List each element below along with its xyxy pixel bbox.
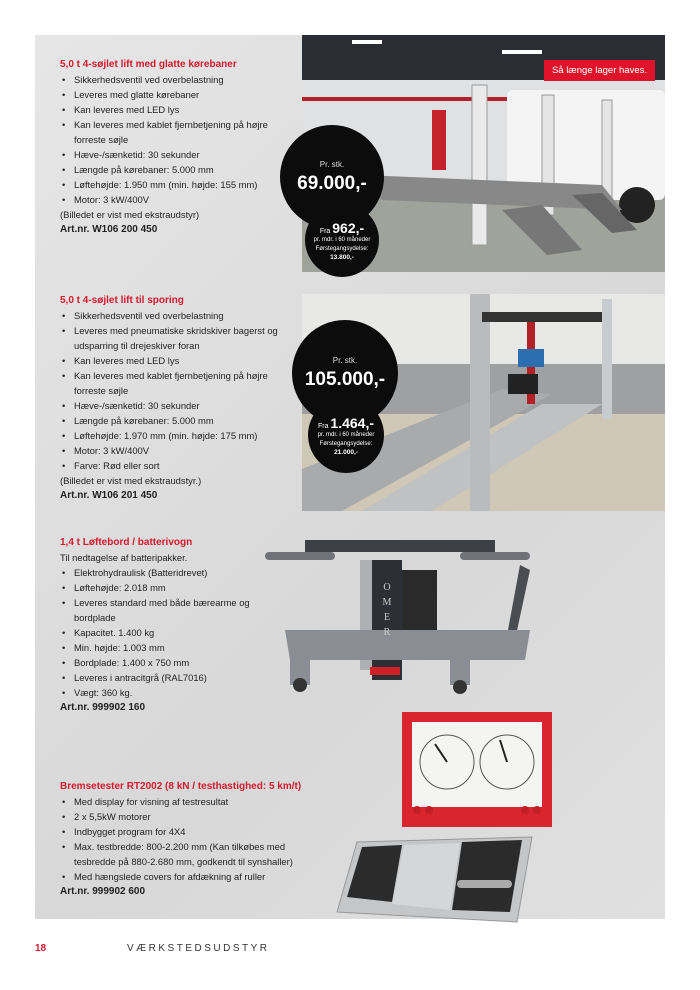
product-title: 1,4 t Løftebord / batterivogn <box>60 537 193 548</box>
product-4 <box>60 779 325 899</box>
bullet: • Sikkerhedsventil ved overbelastning <box>60 308 290 323</box>
product-2 <box>60 293 290 503</box>
bullet: • Kan leveres med kablet fjernbetjening på højre forreste søjle <box>60 117 295 147</box>
product-title: 5,0 t 4-søjlet lift til sporing <box>60 295 184 306</box>
bullet: • Indbygget program for 4X4 <box>60 824 325 839</box>
page-number: 18 <box>35 943 47 954</box>
bullet: • Sikkerhedsventil ved overbelastning <box>60 72 295 87</box>
bullet: • Bordplade: 1.400 x 750 mm <box>60 655 260 670</box>
bullet: • Max. testbredde: 800-2.200 mm (Kan tilkøbes med tesbredde på 880-2.680 mm, godkendt til synshaller) <box>60 839 325 869</box>
bullet: • Leveres med glatte kørebaner <box>60 87 295 102</box>
bullet: • Leveres standard med både bærearme og bordplade <box>60 595 260 625</box>
monthly-price: 962,- <box>332 219 365 236</box>
bullet: • Løftehøjde: 2.018 mm <box>60 580 260 595</box>
price: 105.000,- <box>304 368 386 390</box>
monthly-text: pr. mdr. i 60 måneder <box>317 431 375 438</box>
fra-label: Fra <box>317 422 329 430</box>
product-3 <box>60 535 260 715</box>
bullet: • Hæve-/sænketid: 30 sekunder <box>60 147 295 162</box>
bullet: • Længde på kørebaner: 5.000 mm <box>60 413 290 428</box>
product-title: 5,0 t 4-søjlet lift med glatte kørebaner <box>60 59 237 70</box>
monthly-text: pr. mdr. i 60 måneder <box>313 236 371 243</box>
monthly-price: 1.464,- <box>330 414 375 431</box>
bullet: • Løftehøjde: 1.970 mm (min. højde: 175 mm) <box>60 428 290 443</box>
article-number: Art.nr. W106 201 450 <box>60 490 158 501</box>
bullet: • 2 x 5,5kW motorer <box>60 809 325 824</box>
battery-lift-table-image <box>250 530 550 700</box>
price-label: Pr. stk. <box>332 355 358 365</box>
bullet: • Kan leveres med LED lys <box>60 353 290 368</box>
page-footer <box>35 943 270 954</box>
bullet: • Vægt: 360 kg. <box>60 685 260 700</box>
bullet: • Motor: 3 kW/400V <box>60 192 295 207</box>
financing-circle <box>305 203 379 277</box>
image-note: (Billedet er vist med ekstraudstyr.) <box>60 475 202 486</box>
product-title: Bremsetester RT2002 (8 kN / testhastighed: 5 km/t) <box>60 781 302 792</box>
down-payment-label: Førstegangsydelse: <box>315 245 369 252</box>
bullet: • Leveres i antracitgrå (RAL7016) <box>60 670 260 685</box>
bullet: • Hæve-/sænketid: 30 sekunder <box>60 398 290 413</box>
brand-logo: OMER <box>382 582 392 638</box>
bullet: • Kan leveres med LED lys <box>60 102 295 117</box>
down-payment: 13.800,- <box>330 253 354 261</box>
bullet: • Min. højde: 1.003 mm <box>60 640 260 655</box>
financing-circle <box>308 397 384 473</box>
down-payment: 21.000,- <box>334 448 358 456</box>
section-name: VÆRKSTEDSUDSTYR <box>127 943 270 954</box>
intro: Til nedtagelse af batteripakker. <box>60 552 188 563</box>
article-number: Art.nr. 999902 160 <box>60 702 146 713</box>
bullet: • Længde på kørebaner: 5.000 mm <box>60 162 295 177</box>
bullet: • Kan leveres med kablet fjernbetjening på højre forreste søjle <box>60 368 290 398</box>
fra-label: Fra <box>319 227 331 235</box>
price-label: Pr. stk. <box>319 159 345 169</box>
image-note: (Billedet er vist med ekstraudstyr) <box>60 209 200 220</box>
down-payment-label: Førstegangsydelse: <box>319 440 373 447</box>
article-number: Art.nr. 999902 600 <box>60 886 146 897</box>
bullet: • Løftehøjde: 1.950 mm (min. højde: 155 mm) <box>60 177 295 192</box>
price: 69.000,- <box>297 172 367 194</box>
bullet: • Farve: Rød eller sort <box>60 458 290 473</box>
bullet: • Motor: 3 kW/400V <box>60 443 290 458</box>
bullet: • Med display for visning af testresultat <box>60 794 325 809</box>
bullet: • Kapacitet. 1.400 kg <box>60 625 260 640</box>
bullet: • Elektrohydraulisk (Batteridrevet) <box>60 565 260 580</box>
stock-badge: Så længe lager haves. <box>544 60 655 81</box>
brake-tester-image <box>332 712 572 952</box>
bullet: • Leveres med pneumatiske skridskiver bagerst og udsparring til drejeskiver foran <box>60 323 290 353</box>
product-1 <box>60 57 295 237</box>
article-number: Art.nr. W106 200 450 <box>60 224 158 235</box>
bullet: • Med hængslede covers for afdækning af ruller <box>60 869 325 884</box>
